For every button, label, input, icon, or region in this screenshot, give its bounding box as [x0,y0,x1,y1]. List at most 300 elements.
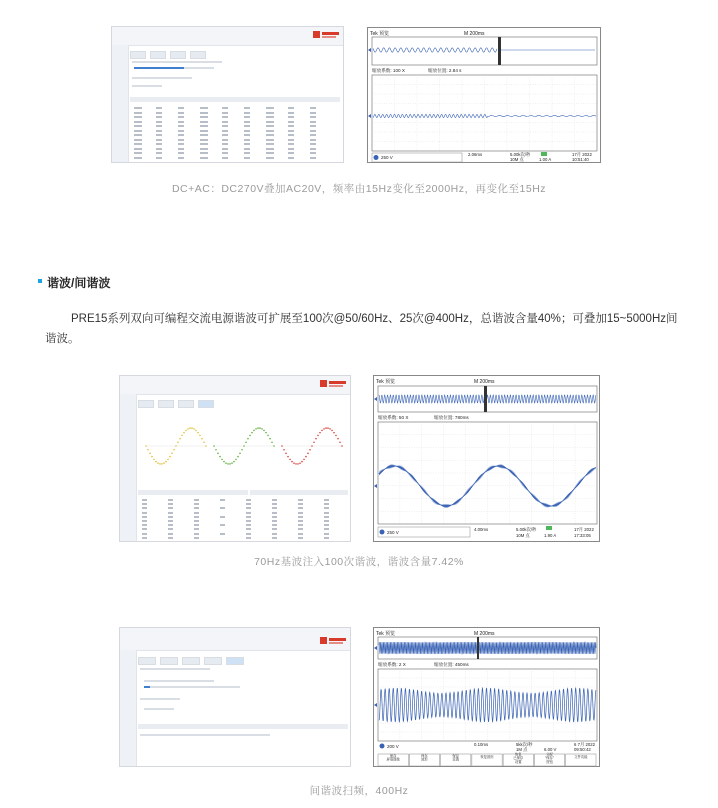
table-cell [272,520,277,522]
table-cell [178,152,184,154]
table-cell [222,130,228,132]
phase-sample [221,459,223,461]
table-cell [178,116,184,118]
phase-sample [179,438,181,440]
table-cell [266,121,274,123]
softkey-label: 分配 [546,752,553,757]
phase-sample [261,428,263,430]
table-cell [288,152,294,154]
scope-brand: Tek 预览 [376,631,396,637]
table-cell [310,157,316,159]
softkey-label: 已保存 [513,756,524,761]
table-cell [272,503,277,505]
trigger-value: 1.90 A [544,533,557,538]
software-screenshot-2 [119,375,351,542]
figure-caption-3: 间谐波扫频，400Hz [309,785,409,797]
table-cell [134,157,142,159]
phase-sample [193,428,195,430]
table-cell [168,537,173,539]
three-phase-waveforms [138,406,350,480]
table-cell [244,143,250,145]
table-cell [220,516,225,518]
table-cell [168,524,173,526]
table-cell [298,520,303,522]
table-cell [272,507,277,509]
phase-sample [181,435,183,437]
phase-sample [169,456,171,458]
scope-timebase: M 200ms [464,31,485,37]
phase-sample [157,462,159,464]
phase-sample [245,441,247,443]
table-cell [324,499,329,501]
table-cell [200,125,208,127]
table-cell [266,130,274,132]
table-cell [194,537,199,539]
table-cell [244,152,250,154]
table-cell [134,143,142,145]
table-cell [266,134,274,136]
software-sidebar [112,45,129,162]
phase-sample [281,445,283,447]
table-cell [266,116,274,118]
table-cell [222,152,228,154]
table-cell [310,130,316,132]
phase-sample [265,432,267,434]
phase-sample [323,428,325,430]
software-sidebar [120,394,137,541]
phase-sample [263,430,265,432]
table-cell [220,499,225,501]
scope-rate: 5.00k次/秒 [510,152,531,157]
phase-sample [313,441,315,443]
phase-sample [249,435,251,437]
table-cell [178,125,184,127]
softkey-label: 设置 [452,757,460,762]
table-cell [246,503,251,505]
table-cell [244,107,250,109]
phase-sample [295,463,297,465]
table-cell [156,121,162,123]
table-cell [288,112,294,114]
phase-sample [257,427,259,429]
table-cell [142,499,147,501]
phase-sample [255,428,257,430]
table-cell [244,112,250,114]
channel-scale: 200 V [387,744,399,749]
table-cell [200,107,208,109]
phase-sample [253,430,255,432]
channel-scale: 250 V [387,530,399,535]
softkey-label: "保存" [545,756,555,761]
table-cell [298,528,303,530]
phase-sample [291,461,293,463]
table-cell [272,533,277,535]
zoom-position: 缩放位置: 2.84 s [428,68,462,73]
table-cell [178,157,184,159]
scope-brand: Tek 预览 [370,31,390,37]
phase-sample [145,445,147,447]
table-cell [288,116,294,118]
phase-sample [223,461,225,463]
phase-sample [225,462,227,464]
phase-sample [327,427,329,429]
table-cell [194,524,199,526]
figure-caption-1: DC+AC：DC270V叠加AC20V，频率由15Hz变化至2000Hz，再变化至15Hz [171,183,547,195]
table-cell [272,537,277,539]
phase-sample [331,430,333,432]
phase-sample [159,463,161,465]
softkey-label: 按钮 [546,759,553,764]
table-cell [142,503,147,505]
phase-sample [251,432,253,434]
phase-sample [183,432,185,434]
table-cell [168,512,173,514]
scope-screen [374,628,600,767]
phase-sample [329,428,331,430]
phase-sample [285,453,287,455]
zoom-window-marker [498,37,501,65]
table-cell [134,139,142,141]
table-cell [168,528,173,530]
table-cell [194,533,199,535]
table-cell [246,524,251,526]
phase-sample [335,435,337,437]
table-cell [168,533,173,535]
phase-sample [187,428,189,430]
phase-sample [341,445,343,447]
table-cell [134,116,142,118]
table-cell [246,499,251,501]
table-cell [156,125,162,127]
software-screenshot-1 [111,26,344,163]
table-cell [156,130,162,132]
scope-date: 17月 2022 [572,152,592,157]
figure-caption-2: 70Hz基波注入100次谐波，谐波含量7.42% [254,556,464,568]
table-cell [246,507,251,509]
table-cell [324,528,329,530]
phase-sample [321,430,323,432]
table-cell [244,125,250,127]
oscilloscope-capture-3 [373,627,600,767]
table-cell [156,157,162,159]
table-cell [222,143,228,145]
scope-screen [374,376,600,542]
zoom-factor: 缩放系数: 2 X [378,662,406,667]
software-toolbar [112,27,343,46]
table-cell [220,524,225,526]
table-cell [200,130,208,132]
phase-sample [175,445,177,447]
phase-sample [311,445,313,447]
table-cell [178,112,184,114]
oscilloscope-capture-2 [373,375,600,542]
table-cell [324,537,329,539]
section-bullet [38,279,42,283]
table-cell [178,139,184,141]
phase-sample [239,453,241,455]
phase-sample [195,430,197,432]
scope-brand: Tek 预览 [376,379,396,385]
scope-date: 17月 2022 [574,527,594,532]
table-cell [310,107,316,109]
phase-sample [319,432,321,434]
table-cell [134,125,142,127]
table-cell [272,499,277,501]
table-cell [324,524,329,526]
table-cell [288,107,294,109]
zoom-window-marker [477,637,479,659]
zoom-window-marker [484,386,487,412]
phase-sample [189,427,191,429]
table-cell [298,537,303,539]
phase-sample [307,453,309,455]
phase-sample [197,432,199,434]
scope-time: 10:51:40 [572,157,589,162]
phase-sample [161,463,163,465]
table-cell [142,507,147,509]
table-cell [134,121,142,123]
trigger-value: 6.00 V [544,747,557,752]
table-cell [288,121,294,123]
phase-sample [305,456,307,458]
phase-sample [191,427,193,429]
table-cell [134,112,142,114]
scope-rate: 5.00k次/秒 [516,527,537,532]
phase-sample [267,435,269,437]
table-cell [194,516,199,518]
zoom-factor: 缩放系数: 50 X [378,415,409,420]
table-cell [288,157,294,159]
table-cell [156,112,162,114]
table-cell [244,134,250,136]
phase-sample [317,435,319,437]
table-cell [178,107,184,109]
phase-sample [301,461,303,463]
table-cell [298,533,303,535]
table-cell [244,121,250,123]
phase-sample [325,427,327,429]
scope-delay: 4.00ms [474,527,489,532]
table-cell [194,520,199,522]
phase-sample [287,456,289,458]
channel-scale: 250 V [381,155,393,160]
scope-date: 6 7月 2022 [574,742,596,747]
brand-logo [320,636,346,646]
phase-sample [293,462,295,464]
scope-record: 10M 点 [510,157,524,162]
table-cell [142,537,147,539]
phase-sample [199,435,201,437]
phase-sample [269,438,271,440]
table-cell [310,139,316,141]
phase-sample [171,453,173,455]
table-cell [200,134,208,136]
table-cell [298,499,303,501]
table-cell [222,148,228,150]
table-cell [222,139,228,141]
scope-rate: 5kk次/秒 [516,742,533,747]
table-cell [168,516,173,518]
table-cell [266,152,274,154]
phase-sample [233,461,235,463]
table-cell [142,516,147,518]
phase-sample [167,459,169,461]
scope-time: 17:33:05 [574,533,591,538]
phase-sample [231,462,233,464]
table-cell [178,143,184,145]
table-cell [194,503,199,505]
software-tabs [130,46,341,53]
oscilloscope-capture-1 [367,27,601,163]
table-cell [194,507,199,509]
phase-sample [165,461,167,463]
table-cell [194,512,199,514]
table-cell [194,499,199,501]
scope-time: 09:50:42 [574,747,591,752]
table-cell [156,152,162,154]
phase-sample [227,463,229,465]
table-cell [156,116,162,118]
software-toolbar [120,376,350,395]
table-cell [156,107,162,109]
table-cell [244,157,250,159]
phase-sample [243,445,245,447]
table-cell [246,537,251,539]
softkey-label: 恢复 [514,752,522,757]
phase-sample [273,445,275,447]
table-cell [222,134,228,136]
table-cell [266,107,274,109]
table-cell [200,157,208,159]
table-cell [168,507,173,509]
table-cell [200,112,208,114]
table-cell [200,148,208,150]
table-cell [222,112,228,114]
table-cell [246,533,251,535]
software-toolbar [120,628,350,651]
scope-delay: 0.10ms [474,742,489,747]
brand-logo [313,30,339,40]
table-cell [298,507,303,509]
table-cell [310,148,316,150]
table-cell [246,512,251,514]
scope-timebase: M 200ms [474,631,495,637]
softkey-label: 文件功能 [574,755,588,759]
phase-sample [299,462,301,464]
scope-record: 10M 点 [516,533,530,538]
table-cell [298,512,303,514]
table-cell [178,134,184,136]
zoom-position: 缩放位置: 780ms [434,415,469,420]
phase-sample [153,459,155,461]
softkey-label: 保存 [452,753,460,758]
scope-timebase: M 200ms [474,379,495,385]
table-cell [134,148,142,150]
table-cell [194,528,199,530]
table-cell [272,528,277,530]
table-cell [142,524,147,526]
phase-sample [229,463,231,465]
table-cell [134,134,142,136]
table-cell [288,143,294,145]
softkey-label: 保存 [389,753,397,758]
table-cell [222,157,228,159]
softkey-label: 保存 [421,753,428,758]
table-cell [168,499,173,501]
table-cell [272,512,277,514]
softkey-label: 波形 [421,757,428,762]
phase-sample [259,427,261,429]
software-tabs [138,652,348,659]
table-cell [200,152,208,154]
table-cell [324,507,329,509]
table-cell [310,143,316,145]
table-cell [220,507,225,509]
table-cell [142,512,147,514]
section-body: PRE15系列双向可编程交流电源谐波可扩展至100次@50/60Hz、25次@400Hz，总谐波含量40%；可叠加15~5000Hz间谐波。 [45,313,678,345]
table-cell [222,116,228,118]
phase-sample [303,459,305,461]
phase-sample [237,456,239,458]
table-cell [310,116,316,118]
phase-sample [155,461,157,463]
table-cell [246,516,251,518]
zoom-position: 缩放位置: 450ms [434,662,469,667]
table-cell [288,139,294,141]
table-cell [178,130,184,132]
phase-sample [213,445,215,447]
table-cell [200,139,208,141]
table-cell [178,121,184,123]
table-cell [222,107,228,109]
trigger-value: 1.00 A [539,157,552,162]
table-cell [134,107,142,109]
table-cell [266,148,274,150]
phase-sample [149,453,151,455]
scope-record: 1M 点 [516,747,528,752]
table-cell [310,134,316,136]
table-cell [324,533,329,535]
phase-sample [147,449,149,451]
phase-sample [219,456,221,458]
zoom-factor: 缩放系数: 100 X [372,68,405,73]
table-cell [142,520,147,522]
table-cell [324,516,329,518]
phase-sample [289,459,291,461]
table-cell [156,134,162,136]
phase-sample [215,449,217,451]
table-cell [156,139,162,141]
phase-sample [309,449,311,451]
phase-sample [203,441,205,443]
table-cell [168,503,173,505]
software-sidebar [120,650,137,766]
scope-screen [368,28,601,163]
phase-sample [241,449,243,451]
softkey-label: 屏幕图像 [386,757,400,762]
phase-sample [333,432,335,434]
phase-sample [205,445,207,447]
table-cell [324,512,329,514]
table-cell [156,148,162,150]
table-cell [266,143,274,145]
table-cell [244,130,250,132]
table-cell [222,121,228,123]
table-cell [200,121,208,123]
table-cell [310,121,316,123]
phase-sample [337,438,339,440]
table-cell [220,533,225,535]
